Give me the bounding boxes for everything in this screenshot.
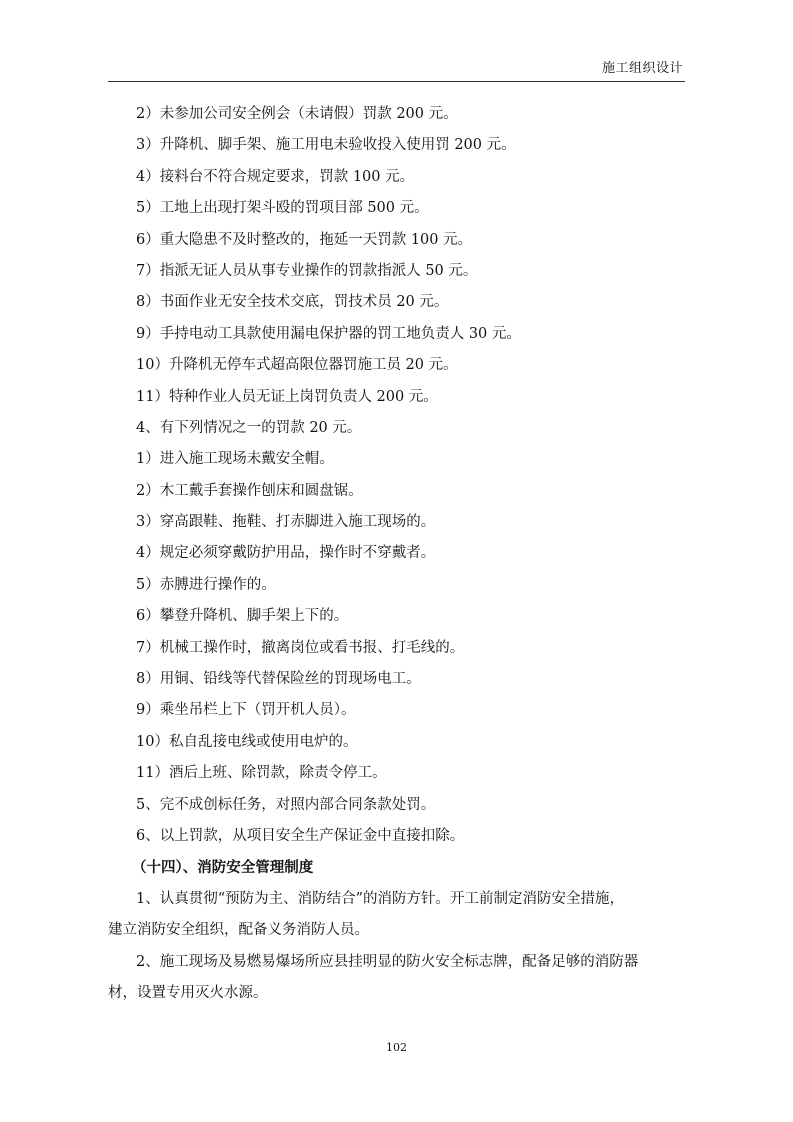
body-line: 7）指派无证人员从事专业操作的罚款指派人 50 元。 xyxy=(136,262,478,279)
body-line: 6）重大隐患不及时整改的，拖延一天罚款 100 元。 xyxy=(136,231,473,248)
body-line: 10）升降机无停车式超高限位器罚施工员 20 元。 xyxy=(136,357,458,374)
body-line: 8）书面作业无安全技术交底，罚技术员 20 元。 xyxy=(136,294,449,311)
body-line: 4）规定必须穿戴防护用品，操作时不穿戴者。 xyxy=(136,545,436,562)
page-number: 102 xyxy=(386,1041,407,1054)
body-line: 8）用铜、铅线等代替保险丝的罚现场电工。 xyxy=(136,671,421,688)
section-heading: （十四）、消防安全管理制度 xyxy=(132,859,314,877)
paragraph-continuation-line: 材，设置专用灭火水源。 xyxy=(108,984,268,1001)
body-line: 9）手持电动工具款使用漏电保护器的罚工地负责人 30 元。 xyxy=(136,325,521,342)
body-line: 5、完不成创标任务，对照内部合同条款处罚。 xyxy=(136,796,436,813)
body-line: 5）赤膊进行操作的。 xyxy=(136,576,276,593)
body-line: 7）机械工操作时，撤离岗位或看书报、打毛线的。 xyxy=(136,639,465,656)
body-line: 9）乘坐吊栏上下（罚开机人员）。 xyxy=(136,702,356,719)
paragraph-first-line: 1、认真贯彻“预防为主、消防结合”的消防方针。开工前制定消防安全措施， xyxy=(136,890,625,907)
body-line: 5）工地上出现打架斗殴的罚项目部 500 元。 xyxy=(136,200,429,217)
body-line: 2）未参加公司安全例会（未请假）罚款 200 元。 xyxy=(136,106,458,122)
body-line: 11）酒后上班、除罚款，除责令停工。 xyxy=(136,765,387,782)
body-line: 6、以上罚款，从项目安全生产保证金中直接扣除。 xyxy=(136,827,465,844)
body-line: 1）进入施工现场未戴安全帽。 xyxy=(136,451,334,468)
body-line: 4）接料台不符合规定要求，罚款 100 元。 xyxy=(136,168,415,185)
header-divider xyxy=(108,81,685,82)
body-line: 3）穿高跟鞋、拖鞋、打赤脚进入施工现场的。 xyxy=(136,514,436,531)
running-header-title: 施工组织设计 xyxy=(601,61,683,76)
body-line: 3）升降机、脚手架、施工用电未验收投入使用罚 200 元。 xyxy=(136,137,516,154)
body-line: 4、有下列情况之一的罚款 20 元。 xyxy=(136,419,362,436)
body-line: 10）私自乱接电线或使用电炉的。 xyxy=(136,733,358,750)
body-line: 2）木工戴手套操作刨床和圆盘锯。 xyxy=(136,482,363,499)
body-line: 11）特种作业人员无证上岗罚负责人 200 元。 xyxy=(136,388,438,405)
paragraph-first-line: 2、施工现场及易燃易爆场所应县挂明显的防火安全标志牌，配备足够的消防器 xyxy=(136,953,639,970)
paragraph-continuation-line: 建立消防安全组织，配备义务消防人员。 xyxy=(108,922,369,939)
body-line: 6）攀登升降机、脚手架上下的。 xyxy=(136,608,349,625)
document-body xyxy=(108,99,685,1009)
